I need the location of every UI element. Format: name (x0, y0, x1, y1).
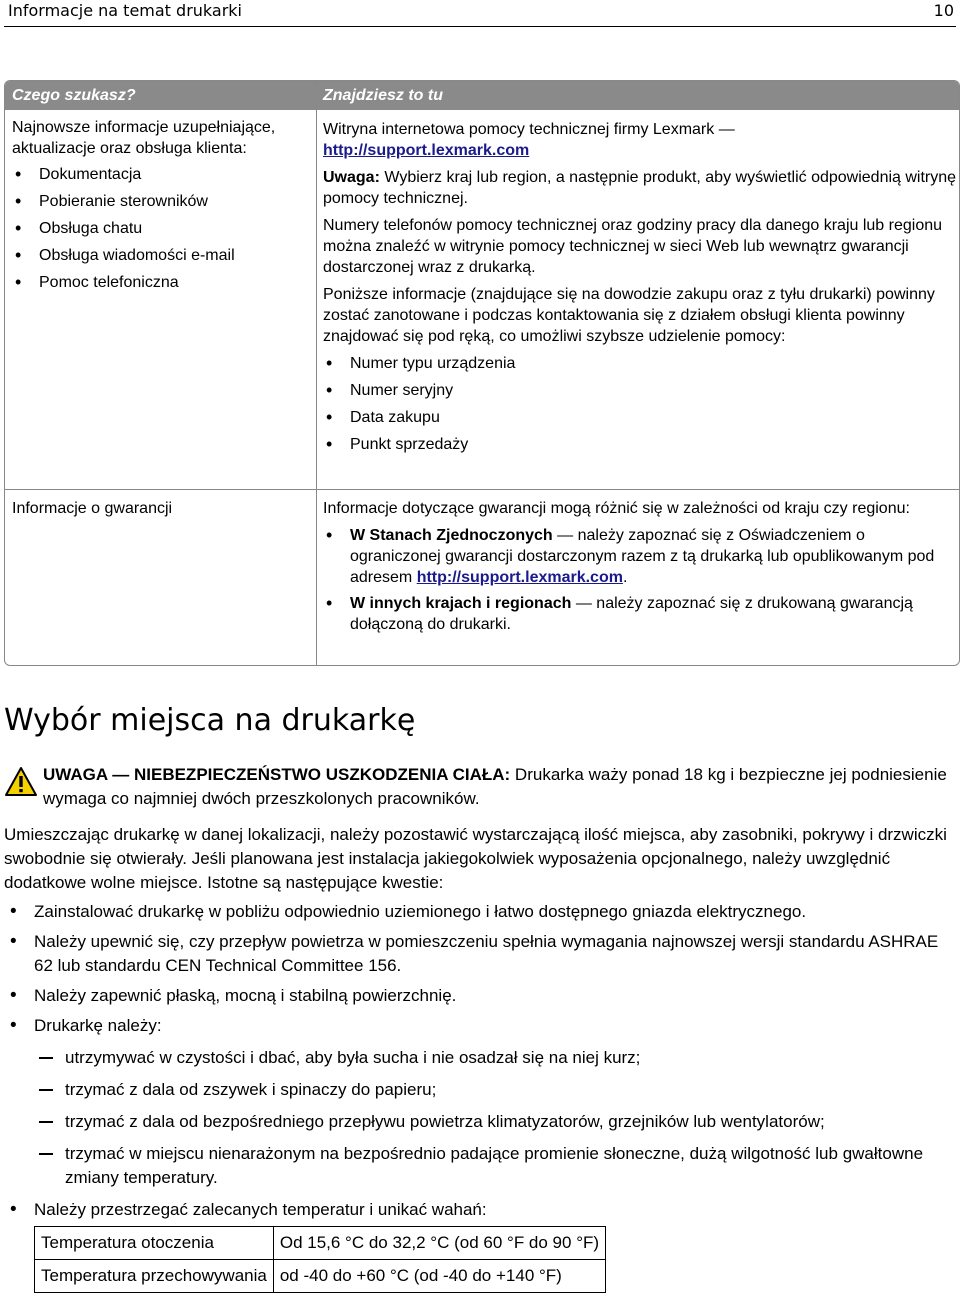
sub-list-item: trzymać z dala od bezpośredniego przepływu powietrza klimatyzatorów, grzejników lub wentylatorów; (34, 1110, 958, 1134)
warranty-other-label: W innych krajach i regionach (350, 595, 572, 612)
row2-left-cell (12, 498, 310, 525)
warning-label: UWAGA — NIEBEZPIECZEŃSTWO USZKODZENIA CIAŁA: (43, 765, 511, 784)
storage-temp-label: Temperatura przechowywania (35, 1260, 274, 1293)
list-item: • Punkt sprzedaży (323, 434, 957, 455)
table-row (35, 1227, 606, 1260)
header-title: Informacje na temat drukarki (8, 1, 242, 20)
column-divider (316, 81, 317, 665)
row1-left-cell (12, 117, 310, 299)
warning-text: Drukarka waży ponad 18 kg i bezpieczne jej podniesienie wymaga co najmniej dwóch przeszkolonych pracowników. (43, 765, 947, 808)
note-paragraph (323, 167, 957, 209)
warranty-intro: Informacje dotyczące gwarancji mogą różnić się w zależności od kraju czy regionu: (323, 500, 910, 517)
row1-left-intro: Najnowsze informacje uzupełniające, aktualizacje oraz obsługa klienta: (12, 119, 276, 157)
row1-left-list (12, 164, 310, 293)
temperature-table (34, 1226, 606, 1293)
ambient-temp-label: Temperatura otoczenia (35, 1227, 274, 1260)
warranty-label: Informacje o gwarancji (12, 500, 173, 517)
list-item: • Zainstalować drukarkę w pobliżu odpowiednio uziemionego i łatwo dostępnego gniazda elektrycznego. (4, 900, 958, 924)
list-item-with-sublist (4, 1014, 958, 1190)
warranty-us-link[interactable]: http://support.lexmark.com (416, 569, 623, 586)
list-item: • Pobieranie sterowników (12, 191, 310, 212)
table-row (35, 1260, 606, 1293)
list-item: • Obsługa chatu (12, 218, 310, 239)
warranty-other-item (323, 593, 957, 635)
list-item: • Dokumentacja (12, 164, 310, 185)
row2-right-cell (323, 498, 957, 640)
note-text: Wybierz kraj lub region, a następnie produkt, aby wyświetlić odpowiednią witrynę pomocy technicznej. (323, 169, 957, 207)
list-item: • Należy zapewnić płaską, mocną i stabilną powierzchnię. (4, 984, 958, 1008)
warning-text-block (43, 763, 953, 811)
support-site-paragraph (323, 119, 957, 161)
section-heading: Wybór miejsca na drukarkę (4, 703, 416, 738)
support-site-link[interactable]: http://support.lexmark.com (323, 142, 530, 159)
warranty-us-text: — należy zapoznać się z Oświadczeniem o ograniczonej gwarancji dostarczonym razem z tą drukarką lub opublikowanym pod adresem (350, 527, 935, 586)
warranty-us-end: . (622, 569, 628, 586)
sub-list-item: trzymać w miejscu nienarażonym na bezpośrednio padające promienie słoneczne, dużą wilgotność lub gwałtowne zmiany temperatury. (34, 1142, 958, 1190)
warranty-list (323, 525, 957, 635)
info-list (323, 353, 957, 455)
support-site-text: Witryna internetowa pomocy technicznej firmy Lexmark — (323, 121, 735, 138)
support-table (4, 80, 960, 666)
info-paragraph: Poniższe informacje (znajdujące się na dowodzie zakupu oraz z tyłu drukarki) powinny zostać zanotowane i podczas kontaktowania się z działem obsługi klienta powinny znajdować się pod ręką, co umożliwi szybsze udzielenie pomocy: (323, 286, 935, 345)
list-item: • Data zakupu (323, 407, 957, 428)
row-divider (5, 489, 959, 490)
list-item: • Numer seryjny (323, 380, 957, 401)
placement-intro: Umieszczając drukarkę w danej lokalizacji, należy pozostawić wystarczającą ilość miejsca, aby zasobniki, pokrywy i drzwiczki swobodnie się otwierały. Jeśli planowana jest instalacja jakiegokolwiek wyposażenia opcjonalnego, należy uwzględnić dodatkowe wolne miejsce. Istotne są następujące kwestie: (4, 825, 947, 892)
sub-list-item: trzymać z dala od zszywek i spinaczy do papieru; (34, 1078, 958, 1102)
storage-temp-value: od -40 do +60 °C (od -40 do +140 °F) (273, 1260, 605, 1293)
list-item: • Należy upewnić się, czy przepływ powietrza w pomieszczeniu spełnia wymagania najnowszej wersji standardu ASHRAE 62 lub standardu CEN Technical Committee 156. (4, 930, 958, 978)
column-header-where: Znajdziesz to tu (317, 81, 959, 110)
list-item: • Należy przestrzegać zalecanych temperatur i unikać wahań: (4, 1198, 958, 1222)
warranty-other-text: — należy zapoznać się z drukowaną gwarancją dołączoną do drukarki. (350, 595, 913, 633)
list-item: • Pomoc telefoniczna (12, 272, 310, 293)
page-header (4, 0, 956, 27)
sub-list-item: utrzymywać w czystości i dbać, aby była sucha i nie osadzał się na niej kurz; (34, 1046, 958, 1070)
page-number: 10 (933, 1, 954, 20)
warranty-us-item (323, 525, 957, 588)
row1-right-cell (323, 119, 957, 461)
list-item-text: Drukarkę należy: (34, 1016, 162, 1035)
placement-list (4, 900, 958, 1228)
note-label: Uwaga: (323, 169, 380, 186)
list-item: • Obsługa wiadomości e-mail (12, 245, 310, 266)
list-item: • Numer typu urządzenia (323, 353, 957, 374)
ambient-temp-value: Od 15,6 °C do 32,2 °C (od 60 °F do 90 °F) (273, 1227, 605, 1260)
sub-list (34, 1046, 958, 1190)
column-header-what: Czego szukasz? (5, 81, 316, 110)
phone-paragraph: Numery telefonów pomocy technicznej oraz godziny pracy dla danego kraju lub regionu można znaleźć w witrynie pomocy technicznej w sieci Web lub wewnątrz gwarancji dostarczonej wraz z drukarką. (323, 217, 943, 276)
warranty-us-label: W Stanach Zjednoczonych (350, 527, 553, 544)
warning-triangle-icon (4, 766, 38, 798)
